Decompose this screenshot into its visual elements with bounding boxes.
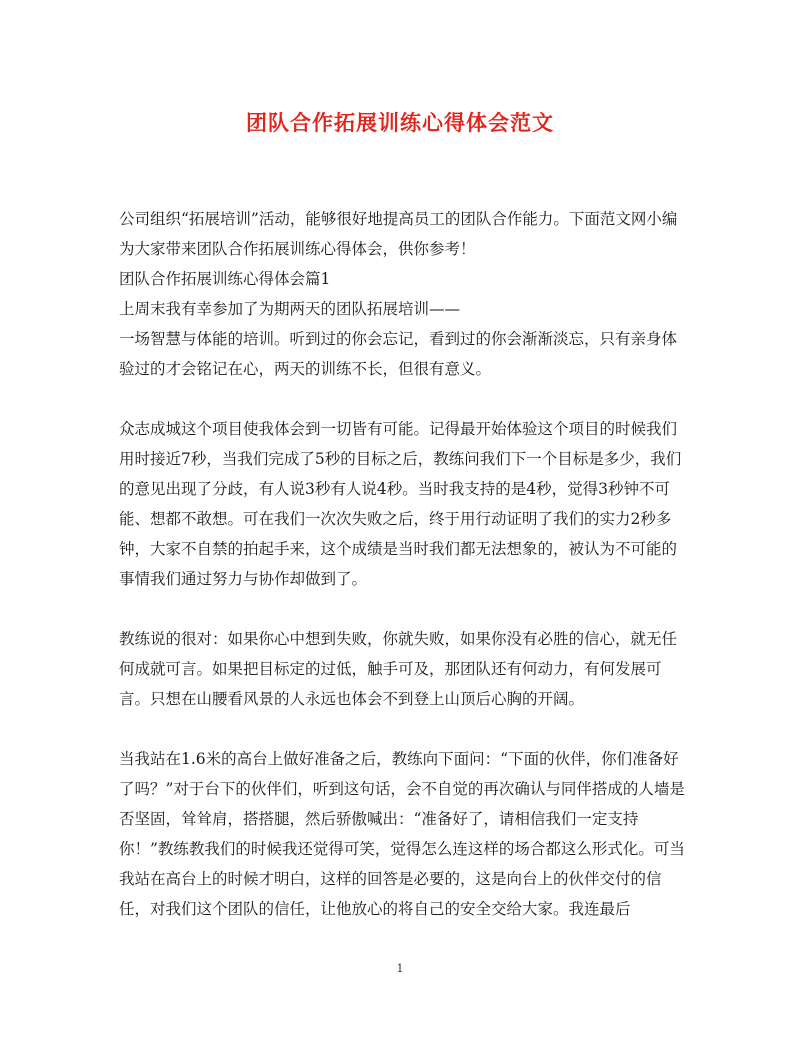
paragraph-coach-advice: 教练说的很对：如果你心中想到失败，你就失败，如果你没有必胜的信心，就无任何成就可言。如果把目标定的过低，触手可及，那团队还有何动力，有何发展可言。只想在山腰看风景的人永远也体会不到登上山顶后心胸的开阔。 <box>119 630 678 708</box>
page-number: 1 <box>396 962 404 975</box>
paragraph-trust-fall: 当我站在1.6米的高台上做好准备之后，教练向下面问：“下面的伙伴，你们准备好了吗？”对于台下的伙伴们，听到这句话，会不自觉的再次确认与同伴搭成的人墙是否坚固，耸耸肩，搭搭腿，然后骄傲喊出：“准备好了，请相信我们一定支持你！”教练教我们的时候我还觉得可笑，觉得怎么连这样的场合都这么形式化。可当我站在高台上的时候才明白，这样的回答是必要的，这是向台上的伙伴交付的信任，对我们这个团队的信任，让他放心的将自己的安全交给大家。我连最后 <box>119 750 685 918</box>
paragraph-spacer <box>119 594 685 624</box>
paragraph-training-description: 一场智慧与体能的培训。听到过的你会忘记，看到过的你会渐渐淡忘，只有亲身体验过的才会铭记在心，两天的训练不长，但很有意义。 <box>119 330 678 378</box>
paragraph-intro: 公司组织“拓展培训”活动，能够很好地提高员工的团队合作能力。下面范文网小编为大家带来团队合作拓展训练心得体会，供你参考！ <box>119 210 678 258</box>
document-body <box>119 204 685 924</box>
paragraph-opening-line: 上周末我有幸参加了为期两天的团队拓展培训—— <box>119 300 461 318</box>
paragraph-project-experience: 众志成城这个项目使我体会到一切皆有可能。记得最开始体验这个项目的时候我们用时接近7秒，当我们完成了5秒的目标之后，教练问我们下一个目标是多少，我们的意见出现了分歧，有人说3秒有人说4秒。当时我支持的是4秒，觉得3秒钟不可能、想都不敢想。可在我们一次次失败之后，终于用行动证明了我们的实力2秒多钟，大家不自禁的拍起手来，这个成绩是当时我们都无法想象的，被认为不可能的事情我们通过努力与协作却做到了。 <box>119 420 682 588</box>
paragraph-spacer <box>119 384 685 414</box>
document-title: 团队合作拓展训练心得体会范文 <box>246 110 554 135</box>
paragraph-section-heading: 团队合作拓展训练心得体会篇1 <box>119 270 331 288</box>
paragraph-spacer <box>119 714 685 744</box>
